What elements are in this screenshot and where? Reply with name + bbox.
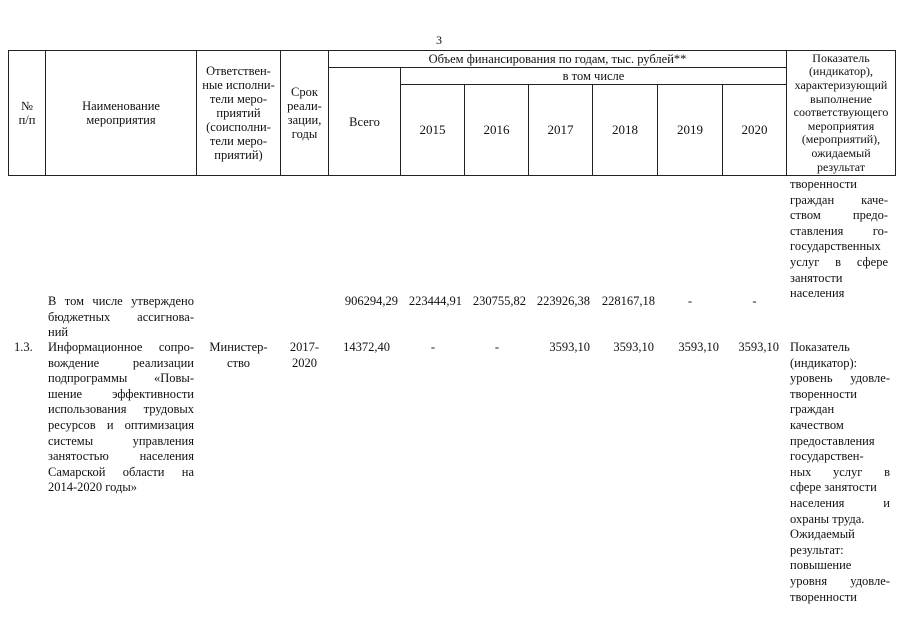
header-num: № п/п [18, 99, 36, 127]
page-number: 3 [436, 33, 442, 47]
approved-row-name: В том числе утверждено бюджетных ассигнова- ний [48, 294, 194, 340]
header-indicator: Показатель (индикатор), характеризующий выполнение соответствующего мероприятия (мероприятий), ожидаемый результат [793, 50, 889, 174]
header-year-2020: 2020 [741, 122, 768, 137]
item-responsible: Министер- ство [209, 340, 268, 370]
item-total: 14372,40 [343, 340, 390, 354]
header-incl: в том числе [562, 69, 625, 83]
item-term: 2017- 2020 [289, 340, 320, 370]
item-indicator: Показатель (индикатор): уровень удовле- творенности граждан качеством предоставления государствен- ных услуг в сфере занятости населения и охраны труда. Ожидаемый результат: повышение уровня удовле- творенности [790, 340, 890, 604]
approved-2015: 223444,91 [408, 294, 462, 308]
header-name: Наименование мероприятия [82, 99, 160, 127]
header-total: Всего [349, 114, 380, 129]
header-term: Срок реали- зации, годы [287, 85, 322, 141]
indicator-continuation: творенности граждан каче- ством предо- ставления го- государственных услуг в сфере занятости населения [790, 177, 888, 301]
item-2017: 3593,10 [549, 340, 590, 354]
approved-total: 906294,29 [344, 294, 398, 308]
approved-2018: 228167,18 [601, 294, 655, 308]
header-responsible: Ответствен- ные исполни- тели меро- приятий (соисполни- тели меро- приятий) [202, 64, 275, 162]
header-year-2016: 2016 [483, 122, 510, 137]
item-2019: 3593,10 [678, 340, 719, 354]
header-funding-title: Объем финансирования по годам, тыс. рублей** [428, 52, 687, 66]
header-year-2018: 2018 [612, 122, 638, 137]
item-2018: 3593,10 [613, 340, 654, 354]
item-2015: - [430, 340, 436, 354]
item-number: 1.3. [14, 340, 33, 354]
item-name: Информационное сопро- вождение реализации подпрограммы «Повы- шение эффективности использования трудовых ресурсов и оптимизация системы управления занятостью населения Самарской области на 2014-2020 годы» [48, 340, 194, 495]
approved-2020: - [752, 294, 757, 308]
header-year-2017: 2017 [547, 122, 574, 137]
approved-2017: 223926,38 [536, 294, 590, 308]
approved-2016: 230755,82 [472, 294, 526, 308]
item-2016: - [494, 340, 500, 354]
header-year-2019: 2019 [677, 122, 703, 137]
approved-2019: - [687, 294, 693, 308]
item-2020: 3593,10 [738, 340, 779, 354]
header-year-2015: 2015 [419, 122, 446, 137]
